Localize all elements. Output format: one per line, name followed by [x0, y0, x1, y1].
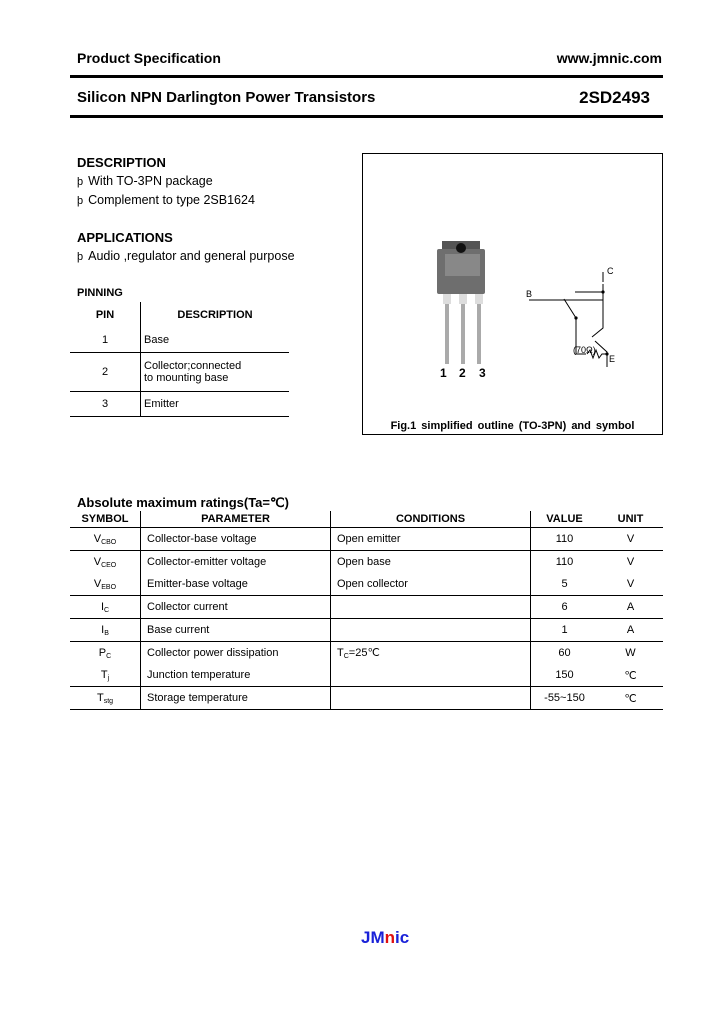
value-cell: 60 — [531, 642, 599, 665]
conditions-cell — [331, 687, 531, 710]
unit-cell: ℃ — [598, 687, 663, 710]
value-cell: 5 — [531, 573, 599, 596]
description-heading: DESCRIPTION — [77, 155, 166, 170]
collector-label: C — [607, 266, 614, 276]
doc-type: Product Specification — [77, 50, 221, 66]
unit-cell: A — [598, 619, 663, 642]
parameter-cell: Collector current — [141, 596, 331, 619]
value-cell: -55~150 — [531, 687, 599, 710]
unit-cell: V — [626, 556, 635, 568]
table-row: 3 Emitter — [70, 392, 289, 417]
ratings-heading: Absolute maximum ratings(Ta=℃) — [77, 495, 289, 510]
to3pn-package-image — [437, 241, 485, 364]
conditions-cell: $T_C=25℃$ — [331, 642, 531, 665]
table-row: 1 Base — [70, 328, 289, 353]
conditions-cell — [331, 619, 531, 642]
table-row — [70, 551, 663, 574]
parameter-cell: Emitter-base voltage — [141, 573, 331, 596]
conditions-cell: Open emitter — [331, 528, 531, 551]
symbol-cell: $I_C$ — [70, 596, 141, 619]
conditions-cell: Open collector — [331, 573, 531, 596]
symbol-cell: $T_{stg}$ — [70, 687, 141, 710]
symbol-cell: $P_C$ — [98, 646, 112, 660]
resistor-label: (70Ω) — [573, 345, 596, 355]
pinning-heading: PINNING — [77, 287, 123, 299]
unit-cell: V — [598, 573, 663, 596]
applications-item: þ Audio ,regulator and general purpose — [77, 249, 295, 263]
figure-box — [362, 153, 663, 435]
value-cell: 6 — [531, 596, 599, 619]
symbol-cell: $V_{EBO}$ — [70, 573, 141, 596]
unit-cell: V — [598, 528, 663, 551]
unit-cell: ℃ — [598, 664, 663, 687]
table-row — [70, 642, 663, 665]
pinning-table: PIN DESCRIPTION 1 Base 2 Collector;connected to mounting base 3 Emitter — [70, 302, 289, 417]
symbol-cell: $T_j$ — [70, 664, 141, 687]
table-row — [70, 687, 663, 710]
parameter-cell: Collector power dissipation — [141, 642, 331, 665]
divider — [70, 75, 663, 78]
table-row — [70, 596, 663, 619]
value-cell: 150 — [531, 664, 599, 687]
applications-heading: APPLICATIONS — [77, 230, 173, 245]
ratings-table: SYMBOL PARAMETER CONDITIONS VALUE UNIT $V_{CBO}$ Collector-base voltage Open emitter 110 V $V_{CEO}$ Collector-emitter voltage Open base 110 V $V_{EBO}$ Emitter-base voltage Open collector 5 V $I_C$ Collector current 6 A $I_B$ Base current 1 A $P_C$ Collector power dissipation $T_C=25℃$ 60 W $T_j$ Junction temperature 150 ℃ $T_{stg}$ Storage temperature -55~150 ℃ — [70, 511, 663, 710]
pin-label: 2 — [459, 366, 466, 380]
symbol-cell: $I_B$ — [70, 619, 141, 642]
figure-caption: Fig.1 simplified outline (TO-3PN) and symbol — [390, 420, 635, 432]
parameter-cell: Storage temperature — [141, 687, 331, 710]
parameter-cell: Base current — [141, 619, 331, 642]
table-row: 2 Collector;connected to mounting base — [70, 353, 289, 392]
parameter-cell: Collector-emitter voltage — [141, 551, 331, 574]
value-cell: 110 — [531, 551, 599, 574]
conditions-cell: Open base — [331, 551, 531, 574]
base-label: B — [526, 289, 533, 299]
symbol-cell: $V_{CEO}$ — [93, 555, 117, 569]
value-cell: 110 — [531, 528, 599, 551]
website: www.jmnic.com — [556, 50, 662, 66]
parameter-cell: Junction temperature — [141, 664, 331, 687]
conditions-cell — [331, 664, 531, 687]
unit-cell: A — [598, 596, 663, 619]
part-number: 2SD2493 — [579, 88, 650, 107]
pin-label: 3 — [479, 366, 486, 380]
doc-title: Silicon NPN Darlington Power Transistors — [77, 89, 376, 106]
table-row — [70, 619, 663, 642]
table-row — [70, 664, 663, 687]
parameter-cell: Collector-base voltage — [141, 528, 331, 551]
symbol-cell: $V_{CBO}$ — [70, 528, 141, 551]
value-cell: 1 — [531, 619, 599, 642]
unit-cell: W — [625, 647, 636, 659]
description-item: þ Complement to type 2SB1624 — [77, 193, 255, 207]
emitter-label: E — [609, 354, 616, 364]
table-row — [70, 573, 663, 596]
pin-label: 1 — [440, 366, 447, 380]
package-and-symbol-drawing — [363, 154, 662, 434]
description-item: þ With TO-3PN package — [77, 174, 213, 188]
jmnic-logo: JMnic — [361, 928, 410, 947]
table-row — [70, 528, 663, 551]
divider — [70, 115, 663, 118]
conditions-cell — [331, 596, 531, 619]
